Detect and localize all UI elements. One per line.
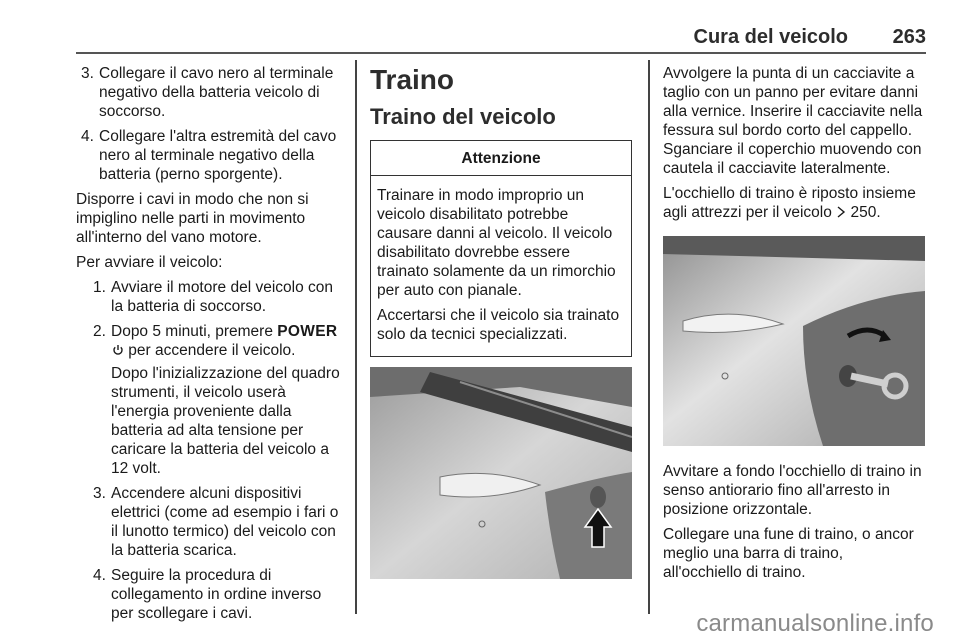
- power-button-label: POWER: [277, 323, 338, 340]
- column-middle: [370, 64, 632, 579]
- warning-text: Trainare in modo improprio un veicolo disabilitato potrebbe causare danni al veicolo. Il veicolo disabilitato dovrebbe essere trainato solamente da un rimorchio per auto con pianale.: [377, 187, 616, 299]
- page-number: 263: [892, 26, 926, 48]
- warning-box: [370, 140, 632, 357]
- paragraph: Disporre i cavi in modo che non si impiglino nelle parti in movimento all'interno del vano motore.: [76, 191, 309, 246]
- car-front-bumper-photo: [370, 367, 632, 579]
- list-item: 3. Collegare il cavo nero al terminale negativo della batteria veicolo di soccorso.: [81, 65, 334, 120]
- list-item: 1. Avviare il motore del veicolo con la batteria di soccorso.: [93, 279, 333, 315]
- list-item: 4. Collegare l'altra estremità del cavo nero al terminale negativo della batteria (perno sporgente).: [81, 128, 337, 183]
- tow-eye-installation-photo: [663, 236, 925, 446]
- section-title: Cura del veicolo: [693, 26, 848, 48]
- column-right: [663, 64, 925, 588]
- list-item: 2. Dopo 5 minuti, premere POWER per accendere il veicolo. Dopo l'inizializzazione del quadro strumenti, il veicolo userà l'energia proveniente dalla batteria ad alta tensione per caricare la batteria del veicolo a 12 volt.: [88, 322, 346, 478]
- column-divider: [648, 60, 650, 614]
- warning-title: Attenzione: [371, 141, 631, 176]
- paragraph: Avvolgere la punta di un cacciavite a taglio con un panno per evitare danni alla vernice. Inserire il cacciavite nella fessura sul bordo corto del cappello. Sganciare il coperchio muovendo con cautela il cacciavite lateralmente.: [663, 65, 923, 177]
- warning-text: Accertarsi che il veicolo sia trainato solo da tecnici specializzati.: [377, 307, 620, 343]
- column-divider: [355, 60, 357, 614]
- section-heading: Traino del veicolo: [370, 104, 556, 129]
- list-item: 3. Accendere alcuni dispositivi elettrici (come ad esempio i fari o il lunotto termico) del veicolo con la batteria scarica.: [93, 485, 339, 559]
- list-item: 4. Seguire la procedura di collegamento in ordine inverso per scollegare i cavi.: [93, 567, 322, 622]
- paragraph: Dopo l'inizializzazione del quadro strumenti, il veicolo userà l'energia proveniente dalla batteria ad alta tensione per caricare la batteria del veicolo a 12 volt.: [111, 365, 340, 477]
- page-header: [76, 26, 926, 50]
- paragraph: Avvitare a fondo l'occhiello di traino in senso antiorario fino all'arresto in posizione orizzontale.: [663, 463, 922, 518]
- header-divider: [76, 52, 926, 54]
- page-reference-icon[interactable]: [836, 206, 846, 218]
- paragraph: L'occhiello di traino è riposto insieme agli attrezzi per il veicolo 250.: [663, 185, 916, 221]
- paragraph: Per avviare il veicolo:: [76, 254, 223, 271]
- column-left: [76, 64, 346, 629]
- power-icon: [112, 344, 124, 356]
- watermark: carmanualsonline.info: [696, 610, 934, 637]
- chapter-heading: Traino: [370, 64, 455, 95]
- paragraph: Collegare una fune di traino, o ancor meglio una barra di traino, all'occhiello di traino.: [663, 526, 914, 581]
